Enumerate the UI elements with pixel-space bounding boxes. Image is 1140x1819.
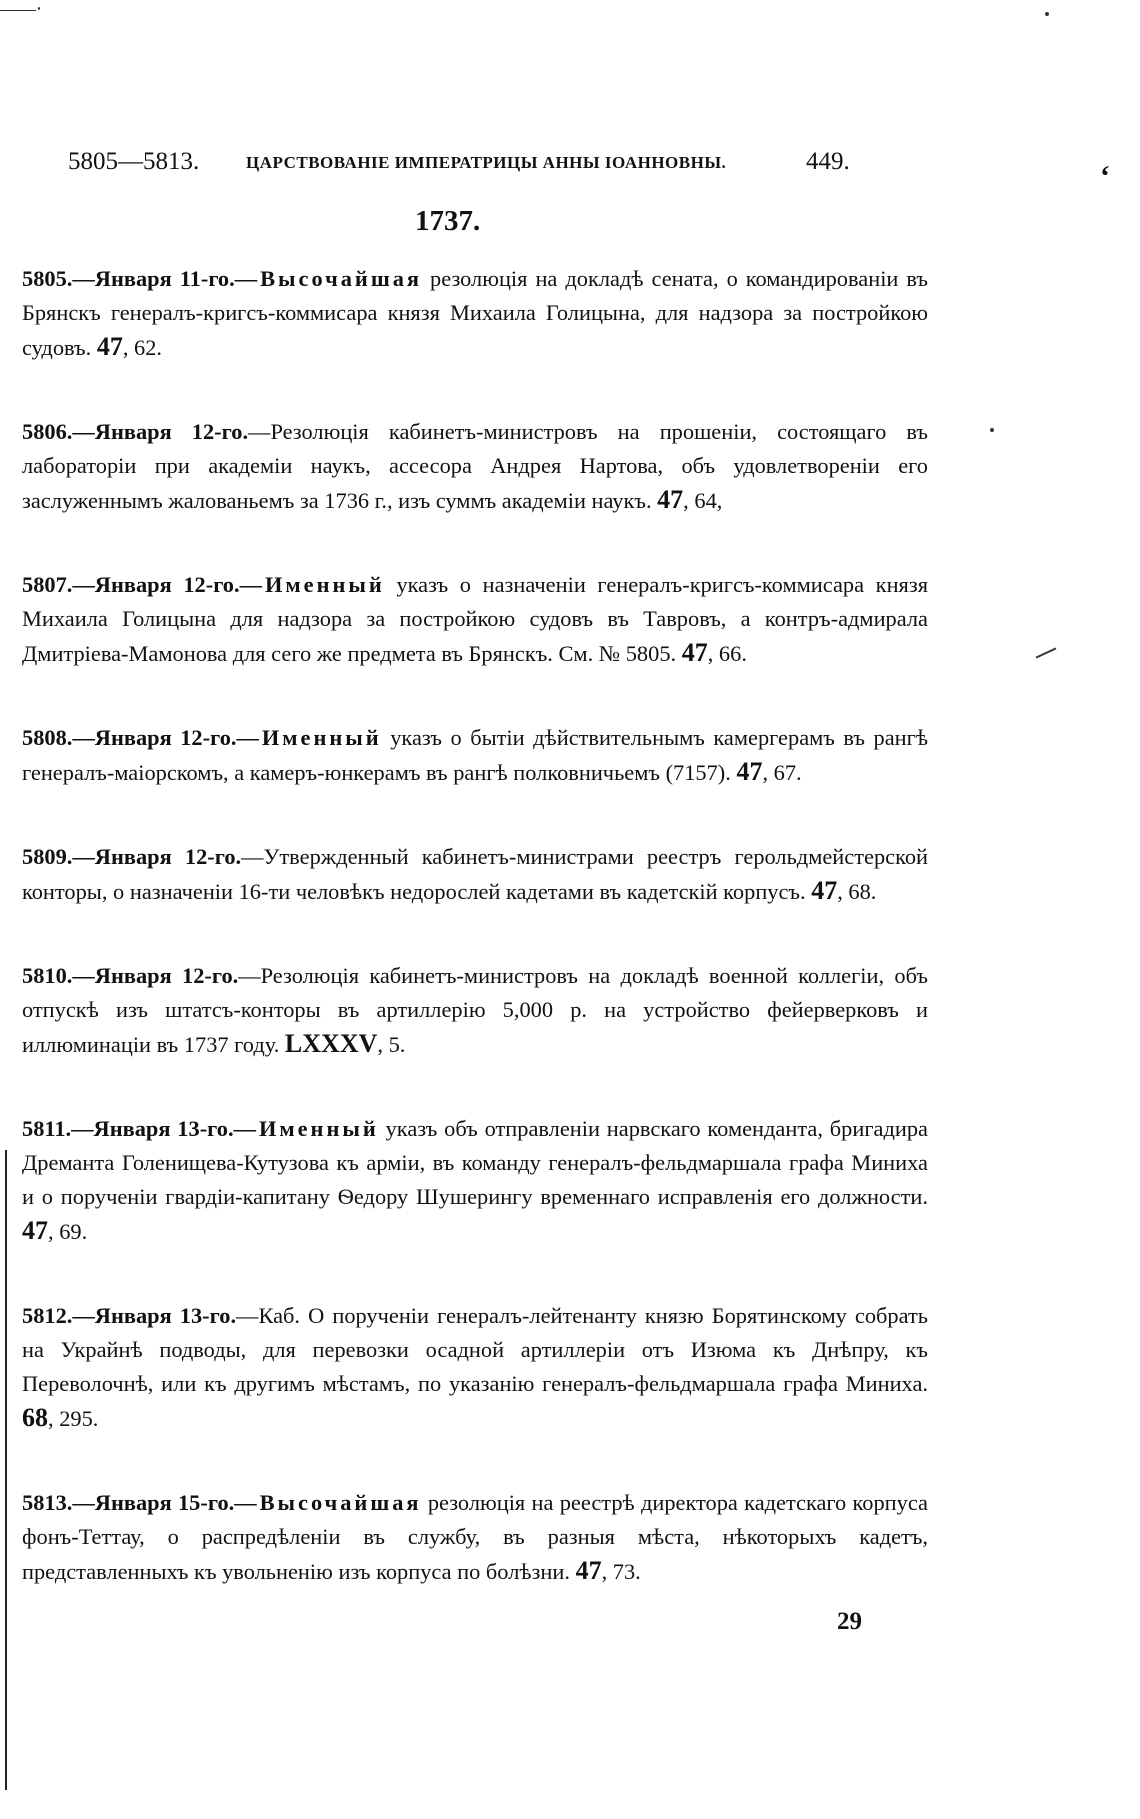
entry-date: —Января 11-го. — [72, 266, 235, 291]
reference-volume: 47 — [736, 757, 763, 786]
reference-page: , 64, — [683, 488, 723, 513]
year-heading: 1737. — [415, 205, 481, 237]
scan-mark — [990, 428, 994, 432]
law-entry — [22, 1112, 928, 1249]
entry-text: —Каб. О порученіи генералъ-лейтенанту князю Борятинскому собрать на Украйнѣ подводы, для перевозки осадной артиллеріи отъ Изюма къ Днѣпру, къ Переволочнѣ, или къ другимъ мѣстамъ, по указанію генералъ-фельдмаршала графа Миниха. — [22, 1303, 928, 1396]
reference-page: , 66. — [707, 641, 747, 666]
reference-volume: LXXXV — [284, 1029, 378, 1058]
entry-range: 5805—5813. — [68, 148, 200, 175]
entry-number: 5807. — [22, 572, 73, 597]
scan-mark — [1036, 647, 1057, 658]
entry-number: 5813. — [22, 1490, 73, 1515]
reference-page: , 73. — [601, 1559, 641, 1584]
law-entry — [22, 1486, 928, 1589]
entry-date: —Января 15-го. — [72, 1490, 235, 1515]
entry-number: 5812. — [22, 1303, 73, 1328]
reign-title: ЦАРСТВОВАНІЕ ИМПЕРАТРИЦЫ АННЫ ІОАННОВНЫ. — [246, 153, 727, 172]
scan-border-line — [5, 1150, 7, 1790]
reference-page: , 67. — [762, 760, 802, 785]
entry-type: —Именный — [236, 725, 382, 750]
entry-number: 5809. — [22, 844, 73, 869]
reference-volume: 47 — [681, 638, 708, 667]
reference-page: , 69. — [48, 1219, 88, 1244]
entry-text: указъ о бытіи дѣйствительнымъ камергерамъ въ рангѣ генералъ-маіорскомъ, а камеръ-юнкерамъ въ рангѣ полковничьемъ (7157). — [22, 725, 928, 785]
entry-text: резолюція на реестрѣ директора кадетскаго корпуса фонъ-Теттау, о распредѣленіи въ службу, въ разныя мѣста, нѣкоторыхъ кадетъ, представленныхъ къ увольненію изъ корпуса по болѣзни. — [22, 1490, 928, 1584]
entry-date: —Января 12-го. — [72, 572, 240, 597]
entry-number: 5806. — [22, 419, 73, 444]
reference-volume: 47 — [657, 485, 684, 514]
law-entry — [22, 415, 928, 518]
law-entry — [22, 568, 928, 671]
reference-page: , 68. — [837, 879, 877, 904]
reference-page: , 295. — [48, 1406, 99, 1431]
scan-mark: ——‧ — [0, 0, 42, 19]
reference-volume: 47 — [575, 1556, 602, 1585]
entry-text: —Резолюція кабинетъ-министровъ на прошеніи, состоящаго въ лабораторіи при академіи наукъ, ассесора Андрея Нартова, объ удовлетвореніи его заслуженнымъ жалованьемъ за 1736 г., изъ суммъ академіи наукъ. — [22, 419, 928, 513]
entry-text: резолюція на докладѣ сената, о командированіи въ Брянскъ генералъ-кригсъ-коммисара князя Михаила Голицына, для надзора за постройкою судовъ. — [22, 266, 928, 360]
entry-text: —Резолюція кабинетъ-министровъ на докладѣ военной коллегіи, объ отпускѣ изъ штатсъ-конторы въ артиллерію 5,000 р. на устройство фейерверковъ и иллюминаціи въ 1737 году. — [22, 963, 928, 1057]
reference-volume: 68 — [22, 1403, 48, 1432]
entry-type: —Высочайшая — [234, 266, 423, 291]
entry-number: 5810. — [22, 963, 73, 988]
entry-date: —Января 12-го. — [72, 725, 237, 750]
reference-volume: 47 — [22, 1216, 48, 1245]
reference-volume: 47 — [811, 876, 838, 905]
page-number: 449. — [806, 148, 850, 175]
entry-date: —Января 13-го. — [72, 1303, 237, 1328]
entry-text: —Утвержденный кабинетъ-министрами реестръ герольдмейстерской конторы, о назначеніи 16-ти человѣкъ недорослей кадетами въ кадетскій корпусъ. — [22, 844, 929, 904]
law-entry — [22, 721, 928, 790]
law-entry — [22, 840, 928, 909]
signature-mark: 29 — [837, 1608, 862, 1635]
entries-list — [22, 262, 928, 1639]
entry-date: —Января 12-го. — [72, 844, 242, 869]
entry-type: —Именный — [239, 572, 385, 597]
entry-text: указъ объ отправленіи нарвскаго коменданта, бригадира Дреманта Голенищева-Кутузова къ арміи, въ команду генералъ-фельдмаршала графа Миниха и о порученіи гвардіи-капитану Ѳедору Шушерингу временнаго исправленія его должности. — [22, 1116, 928, 1209]
entry-type: —Именный — [233, 1116, 379, 1141]
law-entry — [22, 262, 928, 365]
entry-date: —Января 12-го. — [72, 963, 239, 988]
law-entry — [22, 959, 928, 1062]
running-header — [68, 148, 868, 188]
scan-mark: ‘ — [1100, 160, 1110, 193]
entry-number: 5805. — [22, 266, 73, 291]
reference-volume: 47 — [96, 332, 123, 361]
entry-number: 5811. — [22, 1116, 72, 1141]
law-entry — [22, 1299, 928, 1436]
entry-text: указъ о назначеніи генералъ-кригсъ-коммисара князя Михаила Голицына для надзора за постройкою судовъ въ Тавровъ, а контръ-адмирала Дмитріева-Мамонова для сего же предмета въ Брянскъ. См. № 5805. — [22, 572, 928, 666]
reference-page: , 5. — [377, 1032, 406, 1057]
entry-number: 5808. — [22, 725, 73, 750]
entry-type: —Высочайшая — [234, 1490, 422, 1515]
reference-page: , 62. — [122, 335, 163, 360]
entry-date: —Января 12-го. — [72, 419, 249, 444]
entry-date: —Января 13-го. — [71, 1116, 234, 1141]
scan-mark — [1045, 12, 1049, 16]
